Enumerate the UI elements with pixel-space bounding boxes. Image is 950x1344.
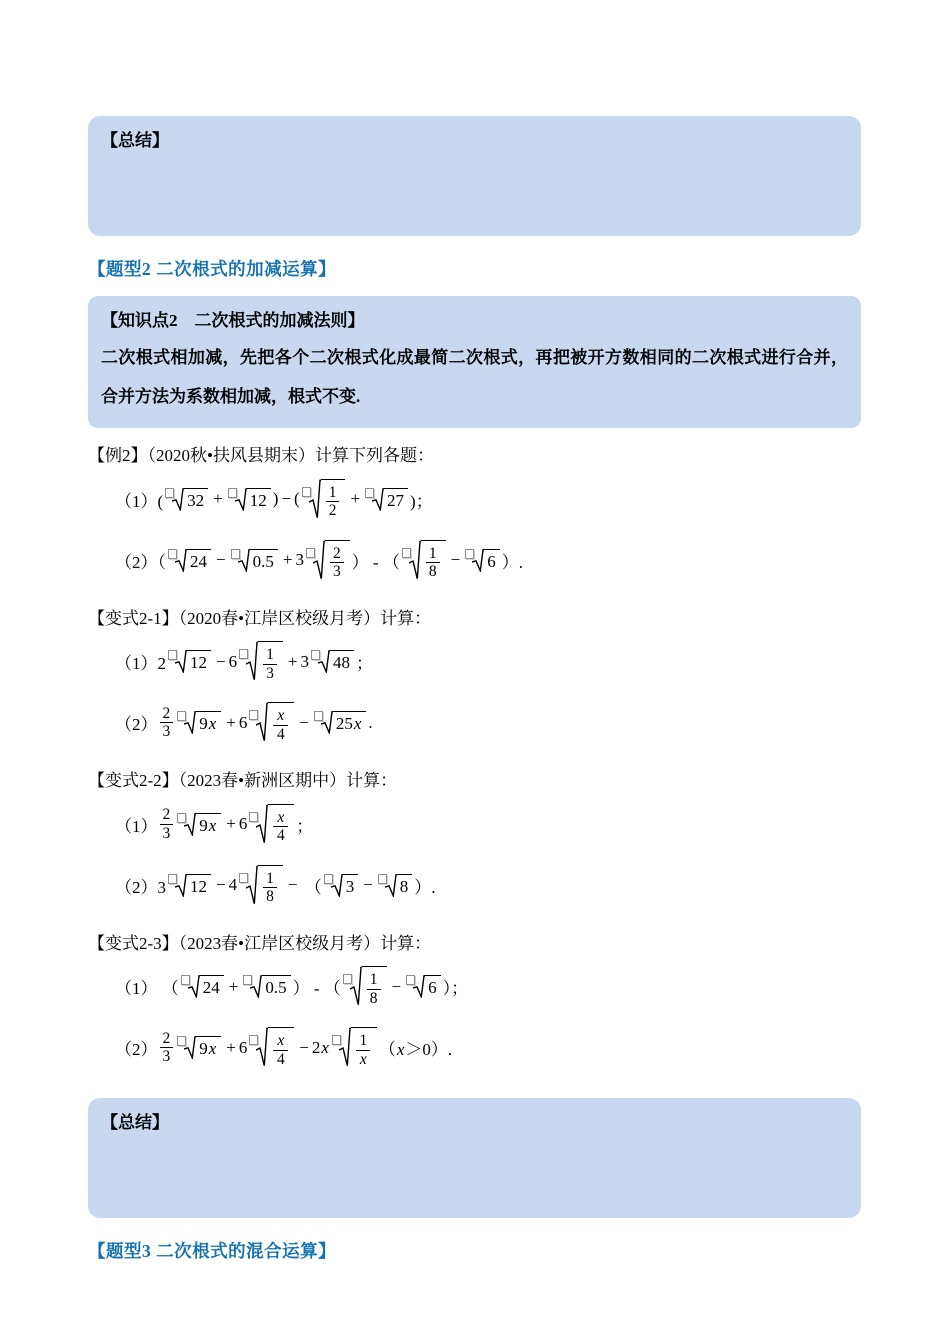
math-variable: x	[277, 1032, 285, 1050]
radical-sign-icon	[246, 641, 258, 682]
math-text: （	[300, 877, 322, 897]
radical-index-box	[302, 487, 311, 497]
math-operator: −	[281, 489, 292, 509]
math-text: （x＞0）.	[378, 1040, 453, 1060]
fraction-denominator: 2	[328, 502, 337, 520]
radical-index-box	[239, 649, 248, 659]
formula-line	[88, 855, 861, 916]
radicand: 32	[184, 488, 208, 511]
sqrt-radical	[239, 641, 283, 682]
problem-label: 【变式2-3】	[88, 933, 179, 953]
math-variable: x	[208, 815, 217, 835]
math-text: 3	[295, 550, 304, 570]
problem-variant-2-1	[88, 606, 861, 754]
formula-line	[88, 530, 861, 591]
problem-heading	[88, 768, 861, 794]
radical-index-box	[332, 1035, 341, 1045]
math-text: (	[294, 489, 300, 509]
fraction-denominator: 8	[266, 888, 274, 906]
knowledge-point-body: 二次根式相加减，先把各个二次根式化成最简二次根式，再把被开方数相同的二次根式进行合并，合并方法为系数相加减，根式不变.	[101, 348, 848, 407]
radicand: 12	[187, 874, 211, 897]
math-operator: −	[287, 875, 298, 895]
fraction	[273, 707, 288, 743]
radicand: 24	[187, 549, 211, 572]
fraction-denominator: 3	[162, 723, 171, 741]
summary-box-label: 【总结】	[101, 1113, 169, 1133]
radical-index-box	[168, 650, 177, 660]
fraction	[273, 1032, 288, 1068]
sqrt-radical	[168, 650, 211, 673]
radical-sign-icon	[409, 540, 421, 581]
math-variable: x	[277, 808, 285, 826]
problem-source: （2023春•新洲区期中）计算：	[178, 771, 398, 791]
fraction-numerator: 2	[160, 705, 174, 723]
fraction-numerator	[273, 1032, 288, 1050]
fraction-denominator: 4	[276, 1050, 285, 1068]
formula-line	[88, 1017, 861, 1078]
sqrt-radical	[365, 488, 408, 511]
math-text: （2）（	[115, 552, 166, 572]
math-variable: x	[353, 714, 362, 734]
radical-sign-icon	[339, 1027, 351, 1068]
radical-sign-icon	[309, 479, 321, 520]
fraction	[273, 809, 288, 845]
math-text: .	[368, 712, 373, 732]
radicand	[325, 540, 350, 581]
radicand	[268, 1027, 294, 1068]
radical-index-box	[168, 549, 177, 559]
sqrt-radical	[177, 1036, 221, 1059]
math-text: )；	[410, 491, 433, 511]
knowledge-point-title: 【知识点2 二次根式的加减法则】	[101, 311, 365, 330]
summary-note-box-1	[88, 116, 861, 236]
fraction-denominator: 8	[369, 989, 378, 1007]
math-text: ；	[296, 816, 314, 836]
section-heading-type3: 【题型3 二次根式的混合运算】	[88, 1241, 337, 1262]
sqrt-radical	[239, 865, 283, 906]
math-operator: +	[282, 550, 293, 570]
math-operator: −	[216, 875, 226, 895]
radical-index-box	[239, 873, 248, 883]
fraction-denominator: 8	[428, 563, 437, 581]
sqrt-radical	[249, 1027, 294, 1068]
radical-index-box	[177, 813, 186, 823]
radical-index-box	[249, 1035, 258, 1045]
sqrt-radical	[177, 813, 221, 836]
problem-variant-2-2	[88, 768, 861, 916]
radicand	[421, 540, 446, 581]
fraction	[160, 806, 174, 842]
fraction-denominator: 3	[162, 1048, 171, 1066]
radical-index-box	[402, 548, 411, 558]
fraction-denominator: 4	[276, 725, 285, 743]
fraction-denominator: 4	[276, 827, 285, 845]
radicand: 25 x	[333, 711, 367, 734]
radical-index-box	[343, 974, 352, 984]
radicand: 3	[343, 874, 359, 897]
problem-source: （2020春•江岸区校级月考）计算：	[178, 608, 432, 628]
math-operator: −	[216, 550, 226, 570]
radical-sign-icon	[256, 702, 268, 743]
math-operator: −	[216, 651, 226, 671]
math-operator: −	[450, 550, 461, 570]
radicand: 27	[384, 488, 408, 511]
radicand: 6	[484, 549, 500, 572]
radical-index-box	[168, 874, 177, 884]
problem-variant-2-3	[88, 931, 861, 1079]
sqrt-radical	[249, 804, 294, 845]
radical-sign-icon	[246, 865, 258, 906]
fraction	[263, 646, 277, 682]
math-text: 2x	[311, 1037, 329, 1057]
sqrt-radical	[465, 549, 500, 572]
sqrt-radical	[324, 874, 359, 897]
math-operator: −	[299, 712, 309, 732]
sqrt-radical	[181, 975, 224, 998]
radical-index-box	[314, 711, 323, 721]
formula-line	[88, 469, 861, 530]
radicand: 48	[330, 650, 354, 673]
radicand	[268, 702, 294, 743]
math-text: （2）	[115, 715, 158, 735]
fraction	[263, 870, 277, 906]
radical-index-box	[306, 548, 315, 558]
math-operator: +	[226, 712, 236, 732]
math-text: （1）(	[115, 491, 164, 511]
radical-index-box	[177, 711, 186, 721]
fraction-denominator: 3	[162, 824, 171, 842]
problem-label: 【例2】	[88, 446, 148, 466]
math-text: 6	[238, 814, 248, 834]
math-text: ） - （	[351, 552, 400, 572]
summary-note-box-2	[88, 1098, 861, 1218]
problem-source: （2023春•江岸区校级月考）计算：	[178, 933, 432, 953]
fraction-denominator	[356, 1051, 371, 1068]
fraction-numerator: 1	[326, 484, 340, 502]
formula-line	[88, 794, 861, 855]
fraction	[330, 545, 344, 581]
fraction-numerator: 2	[160, 1030, 174, 1048]
math-operator: +	[287, 651, 298, 671]
radicand: 12	[247, 488, 271, 511]
radicand: 12	[187, 650, 211, 673]
math-text: ；	[355, 654, 373, 674]
fraction-numerator: 1	[356, 1032, 370, 1050]
fraction	[326, 484, 340, 520]
sqrt-radical	[302, 479, 346, 520]
problem-label: 【变式2-2】	[88, 771, 179, 791]
math-text: 4	[228, 875, 238, 895]
fraction	[426, 545, 440, 581]
radical-sign-icon	[256, 804, 268, 845]
sqrt-radical	[228, 488, 271, 511]
fraction-numerator: 1	[263, 870, 277, 888]
math-text: 6	[238, 712, 248, 732]
radicand: 8	[397, 874, 413, 897]
radicand: 9 x	[196, 1036, 221, 1059]
radical-index-box	[177, 1036, 186, 1046]
knowledge-point-box	[88, 296, 861, 428]
radical-index-box	[365, 488, 374, 498]
fraction-numerator: 1	[426, 545, 440, 563]
fraction	[367, 971, 381, 1007]
sqrt-radical	[314, 711, 367, 734]
math-variable: x	[208, 714, 217, 734]
sqrt-radical	[343, 966, 387, 1007]
sqrt-radical	[378, 874, 413, 897]
fraction-numerator: 2	[330, 545, 344, 563]
radicand	[362, 966, 387, 1007]
radicand: 24	[200, 975, 224, 998]
radical-index-box	[249, 710, 258, 720]
radicand	[351, 1027, 377, 1068]
sqrt-radical	[168, 549, 211, 572]
math-text: 3	[300, 651, 309, 671]
math-text: 6	[228, 651, 238, 671]
summary-box-label: 【总结】	[101, 131, 169, 150]
radical-index-box	[231, 549, 240, 559]
radicand: 0.5	[262, 975, 290, 998]
radical-index-box	[378, 874, 387, 884]
math-variable: x	[208, 1039, 217, 1059]
formula-line	[88, 692, 861, 753]
sqrt-radical	[406, 975, 441, 998]
math-text: （2）3	[115, 877, 166, 897]
math-variable: x	[396, 1040, 405, 1060]
radical-sign-icon	[256, 1027, 268, 1068]
math-text: （2）	[115, 1040, 158, 1060]
sqrt-radical	[231, 549, 278, 572]
radicand: 9 x	[196, 813, 221, 836]
radicand: 6	[425, 975, 441, 998]
section-heading-type2: 【题型2 二次根式的加减运算】	[88, 259, 337, 279]
sqrt-radical	[168, 874, 211, 897]
math-operator: −	[363, 875, 373, 895]
radicand	[268, 804, 294, 845]
math-text: （1）2	[115, 654, 166, 674]
formula-line	[88, 631, 861, 692]
fraction-numerator	[273, 707, 288, 725]
problem-source: （2020秋•扶风县期末）计算下列各题：	[147, 446, 434, 466]
fraction	[160, 1030, 174, 1066]
problem-example-2	[88, 443, 861, 591]
radicand	[321, 479, 346, 520]
math-variable: x	[321, 1037, 329, 1057]
formula-line	[88, 956, 861, 1017]
math-text: ）.	[414, 877, 436, 897]
radical-index-box	[228, 488, 237, 498]
radical-index-box	[406, 975, 415, 985]
math-operator: −	[299, 1037, 309, 1057]
math-operator: +	[350, 489, 361, 509]
sqrt-radical	[402, 540, 446, 581]
radical-index-box	[465, 549, 474, 559]
math-variable: x	[359, 1050, 367, 1068]
fraction-numerator: 1	[263, 646, 277, 664]
fraction-denominator: 3	[332, 563, 341, 581]
radicand: 9 x	[196, 711, 221, 734]
radicand: 0.5	[250, 549, 278, 572]
math-text: ） - （	[292, 979, 341, 999]
math-text: 6	[238, 1037, 248, 1057]
sqrt-radical	[311, 650, 354, 673]
math-text: （1） （	[115, 979, 179, 999]
math-operator: +	[226, 814, 236, 834]
problem-label: 【变式2-1】	[88, 608, 179, 628]
sqrt-radical	[177, 711, 221, 734]
sqrt-radical	[306, 540, 350, 581]
fraction	[160, 705, 174, 741]
math-text: （1）	[115, 816, 158, 836]
radicand	[258, 865, 283, 906]
radical-index-box	[311, 650, 320, 660]
math-operator: +	[213, 489, 223, 509]
radical-sign-icon	[313, 540, 325, 581]
math-text: ）；	[442, 979, 469, 999]
math-operator: −	[391, 976, 402, 996]
problem-heading	[88, 606, 861, 632]
fraction	[356, 1032, 371, 1068]
sqrt-radical	[165, 488, 208, 511]
fraction-numerator: 2	[160, 806, 174, 824]
sqrt-radical	[243, 975, 290, 998]
problem-heading	[88, 443, 861, 469]
radical-index-box	[249, 812, 258, 822]
math-text: )	[272, 489, 279, 509]
radical-index-box	[324, 874, 333, 884]
radical-index-box	[181, 975, 190, 985]
fraction-numerator: 1	[367, 971, 381, 989]
math-operator: +	[226, 1037, 236, 1057]
radical-sign-icon	[350, 966, 362, 1007]
radical-index-box	[243, 975, 252, 985]
sqrt-radical	[249, 702, 294, 743]
problem-heading	[88, 931, 861, 957]
math-operator: +	[228, 976, 239, 996]
math-text: ）.	[501, 552, 523, 572]
fraction-denominator: 3	[266, 664, 274, 682]
math-variable: x	[277, 707, 285, 725]
radical-index-box	[165, 488, 174, 498]
radicand	[258, 641, 283, 682]
fraction-numerator	[273, 809, 288, 827]
sqrt-radical	[332, 1027, 377, 1068]
